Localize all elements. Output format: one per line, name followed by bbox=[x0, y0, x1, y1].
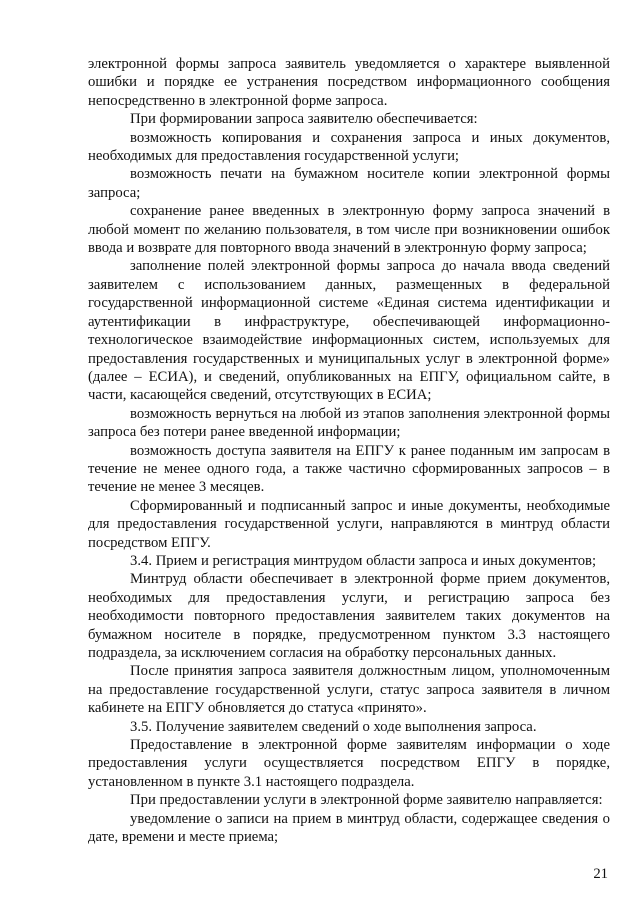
paragraph-submission: Сформированный и подписанный запрос и иные документы, необходимые для предоставления государственной услуги, направляются в минтруд области посредством ЕПГУ. bbox=[88, 497, 610, 551]
paragraph-registration: Минтруд области обеспечивает в электронной форме прием документов, необходимых для предоставления услуги, и регистрацию запроса без необходимости повторного предоставления заявителем таких документов на бумажном носителе в порядке, предусмотренном пунктом 3.3 настоящего подраздела, за исключением согласия на обработку персональных данных. bbox=[88, 571, 610, 661]
section-heading-3-4: 3.4. Прием и регистрация минтрудом области запроса и иных документов; bbox=[130, 552, 597, 569]
paragraph-copy-save: возможность копирования и сохранения запроса и иных документов, необходимых для предоставления государственной услуги; bbox=[88, 129, 610, 165]
paragraph-progress-info: Предоставление в электронной форме заявителям информации о ходе предоставления услуги осуществляется посредством ЕПГУ в порядке, установленном в пункте 3.1 настоящего подраздела. bbox=[88, 737, 610, 790]
paragraph-esia-fill: заполнение полей электронной формы запроса до начала ввода сведений заявителем с использованием данных, размещенных в федеральной государственной информационной системе «Единая система идентификации и аутентификации в инфраструктуре, обеспечивающей информационно-технологическое взаимодействие информационных систем, используемых для предоставления государственных и муниципальных услуг в электронной форме» (далее – ЕСИА), и сведений, опубликованных на ЕПГУ, официальном сайте, в части, касающейся сведений, отсутствующих в ЕСИА; bbox=[88, 258, 610, 404]
section-heading-3-5: 3.5. Получение заявителем сведений о ходе выполнения запроса. bbox=[130, 718, 537, 735]
paragraph-continuation: электронной формы запроса заявитель уведомляется о характере выявленной ошибки и порядке ее устранения посредством информационного сообщения непосредственно в электронной форме запроса. bbox=[88, 56, 610, 109]
paragraph-access-requests: возможность доступа заявителя на ЕПГУ к ранее поданным им запросам в течение не менее одного года, а также частично сформированных запросов – в течение не менее 3 месяцев. bbox=[88, 442, 610, 496]
paragraph-return-stage: возможность вернуться на любой из этапов заполнения электронной формы запроса без потери ранее введенной информации; bbox=[88, 405, 610, 441]
paragraph-provision-intro: При формировании запроса заявителю обеспечивается: bbox=[130, 111, 478, 128]
page-number: 21 bbox=[593, 866, 608, 882]
document-page bbox=[88, 55, 610, 846]
paragraph-sent-intro: При предоставлении услуги в электронной форме заявителю направляется: bbox=[130, 792, 603, 809]
paragraph-appointment-notice: уведомление о записи на прием в минтруд области, содержащее сведения о дате, времени и месте приема; bbox=[88, 810, 610, 846]
paragraph-print: возможность печати на бумажном носителе копии электронной формы запроса; bbox=[88, 166, 610, 201]
paragraph-status-accepted: После принятия запроса заявителя должностным лицом, уполномоченным на предоставление государственной услуги, статус запроса заявителя в личном кабинете на ЕПГУ обновляется до статуса «принято». bbox=[88, 663, 610, 717]
paragraph-save-values: сохранение ранее введенных в электронную форму запроса значений в любой момент по желанию пользователя, в том числе при возникновении ошибок ввода и возврате для повторного ввода значений в электронную форму запроса; bbox=[88, 203, 610, 257]
